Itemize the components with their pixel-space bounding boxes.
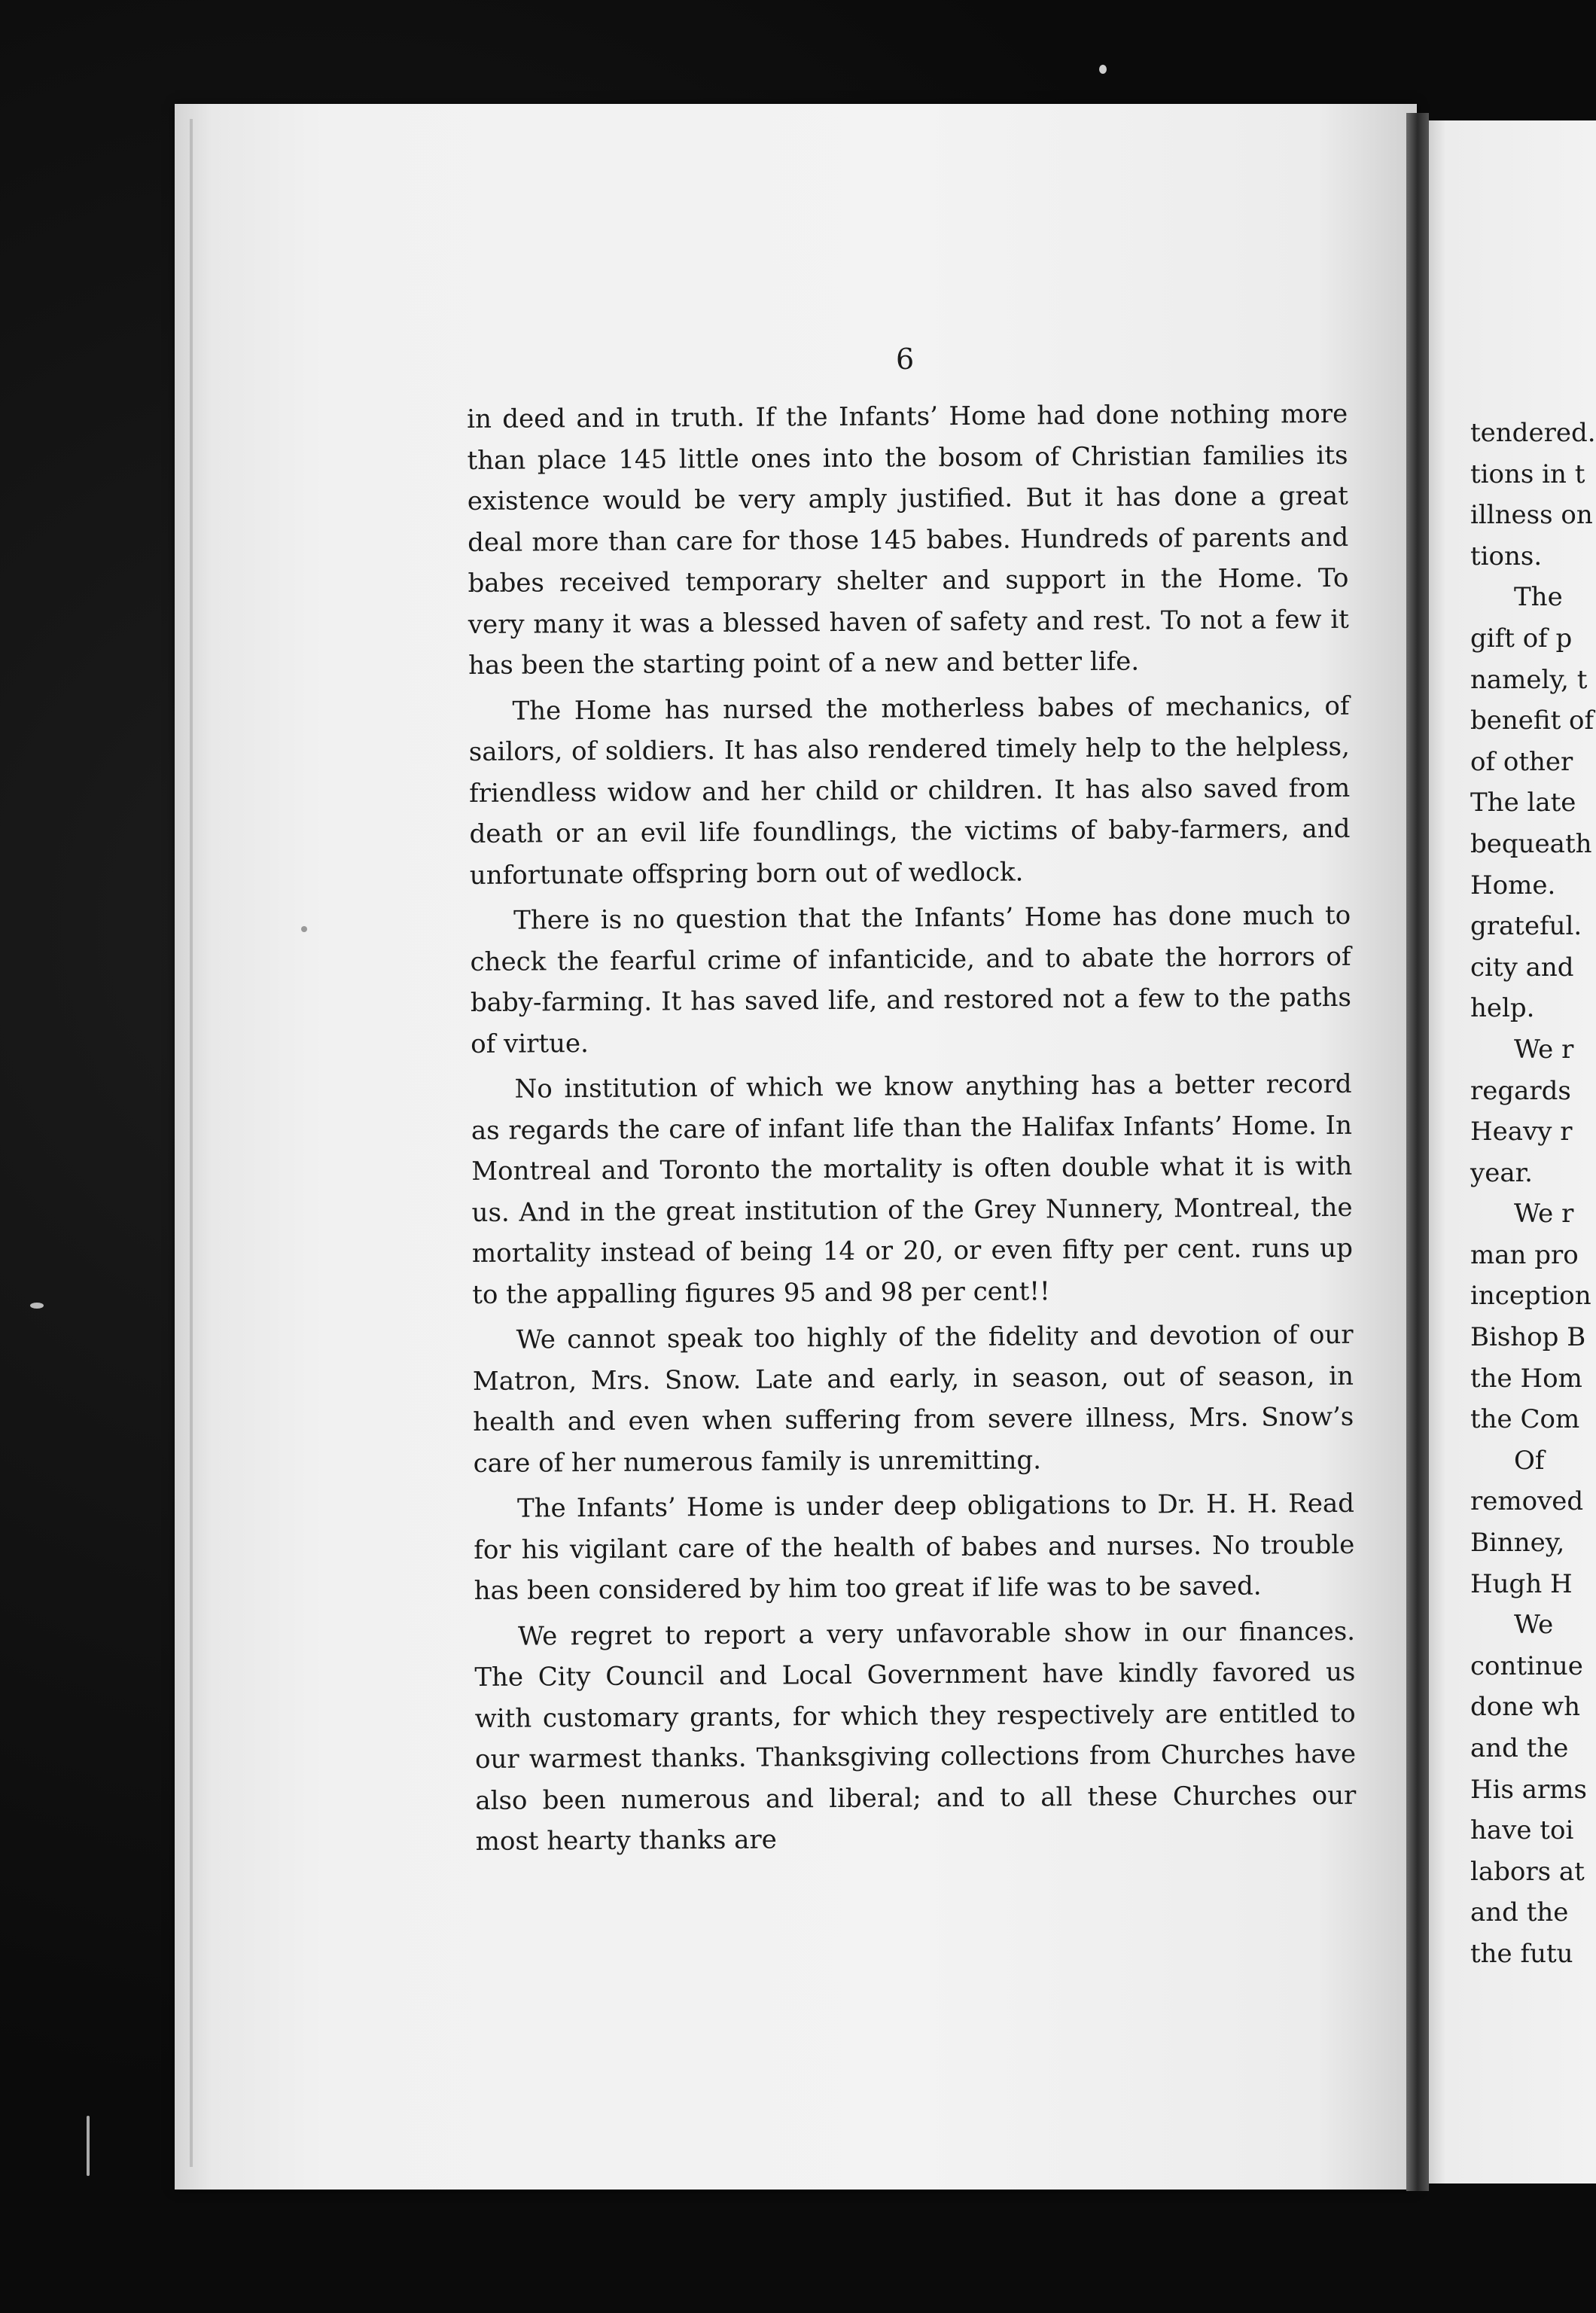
right-page-line: Home. xyxy=(1470,870,1556,901)
right-page-line: Heavy r xyxy=(1470,1117,1573,1147)
right-page-line: The xyxy=(1514,582,1563,613)
right-page xyxy=(1429,120,1596,2183)
right-page-line: the Com xyxy=(1470,1404,1580,1435)
page-number: 6 xyxy=(896,343,915,376)
right-page-line: tions in t xyxy=(1470,459,1585,489)
paragraph: No institution of which we know anything has a better record as regards the care of infant life than the Halifax Infants’ Home. In Montreal and Toronto the mortality is often double what it is with us. And in the great institution of the Grey Nunnery, Montreal, the mortality instead of being 14 or 20, or even fifty per cent. runs up to the appalling figures 95 and 98 per cent!! xyxy=(471,1068,1354,1310)
dust-speck xyxy=(301,926,307,932)
right-page-line: gift of p xyxy=(1470,623,1573,654)
book-gutter xyxy=(1406,113,1429,2191)
body-text xyxy=(467,394,1357,1867)
right-page-line: We r xyxy=(1514,1199,1574,1230)
right-page-line: namely, t xyxy=(1470,664,1588,695)
right-page-line: done wh xyxy=(1470,1692,1581,1723)
paragraph: in deed and in truth. If the Infants’ Home had done nothing more than place 145 little ones into the bosom of Christian families its existence would be very amply justified. But it has done a great deal more than care for those 145 babes. Hundreds of parents and babes received temporary shelter and support in the Home. To very many it was a blessed haven of safety and rest. To not a few it has been the starting point of a new and better life. xyxy=(467,398,1349,681)
right-page-line: bequeath xyxy=(1470,828,1592,859)
paragraph: The Infants’ Home is under deep obligations to Dr. H. H. Read for his vigilant care of the health of babes and nurses. No trouble has been considered by him too great if life was to be saved. xyxy=(474,1488,1355,1606)
paragraph: We cannot speak too highly of the fidelity and devotion of our Matron, Mrs. Snow. Late and early, in season, out of season, in health and even when suffering from severe illness, Mrs. Snow’s care of her numerous family is unremitting. xyxy=(472,1319,1354,1479)
right-page-line: benefit of xyxy=(1470,705,1594,736)
right-page-line: inception xyxy=(1470,1281,1591,1312)
right-page-line: We xyxy=(1514,1610,1554,1641)
right-page-line: labors at xyxy=(1470,1856,1585,1887)
right-page-line: have toi xyxy=(1470,1815,1574,1846)
right-page-line: year. xyxy=(1470,1157,1533,1188)
right-page-line: the futu xyxy=(1470,1938,1573,1969)
right-page-line: Hugh H xyxy=(1470,1568,1573,1599)
right-page-line: city and xyxy=(1470,952,1574,983)
right-page-line: continue xyxy=(1470,1650,1583,1681)
right-page-line: and the xyxy=(1470,1733,1569,1763)
right-page-line: Bishop B xyxy=(1470,1322,1586,1353)
right-page-line: tions. xyxy=(1470,541,1543,571)
right-page-line: the Hom xyxy=(1470,1363,1582,1394)
paragraph: We regret to report a very unfavorable show in our finances. The City Council and Local Government have kindly favored us with customary grants, for which they respectively are entitled to our warmest thanks. Thanksgiving collections from Churches have also been numerous and liberal; and to all these Churches our most hearty thanks are xyxy=(474,1616,1357,1857)
dust-speck xyxy=(87,2116,90,2176)
right-page-line: help. xyxy=(1470,993,1535,1024)
right-page-line: man pro xyxy=(1470,1239,1579,1270)
right-page-line: removed xyxy=(1470,1486,1584,1517)
dust-speck xyxy=(30,1303,44,1309)
right-page-line: grateful. xyxy=(1470,911,1582,942)
paragraph: The Home has nursed the motherless babes of mechanics, of sailors, of soldiers. It has also rendered timely help to the helpless, friendless widow and her child or children. It has also saved from death or an evil life foundlings, the victims of baby-farmers, and unfortunate offspring born out of wedlock. xyxy=(468,690,1351,891)
right-page-line: tendered. xyxy=(1470,418,1596,448)
right-page-line: Binney, xyxy=(1470,1528,1565,1559)
right-page-line: We r xyxy=(1514,1034,1574,1065)
right-page-line: Of xyxy=(1514,1445,1545,1476)
right-page-line: and the xyxy=(1470,1897,1569,1928)
right-page-line: regards xyxy=(1470,1075,1571,1106)
dust-speck xyxy=(1099,65,1107,74)
paragraph: There is no question that the Infants’ Home has done much to check the fearful crime of infanticide, and to abate the horrors of baby-farming. It has saved life, and restored not a few to the paths of virtue. xyxy=(470,900,1351,1059)
right-page-line: His arms xyxy=(1470,1774,1587,1805)
right-page-text xyxy=(1470,413,1596,1975)
right-page-line: The late xyxy=(1470,788,1576,818)
right-page-line: illness on xyxy=(1470,500,1593,531)
right-page-line: of other xyxy=(1470,746,1573,777)
